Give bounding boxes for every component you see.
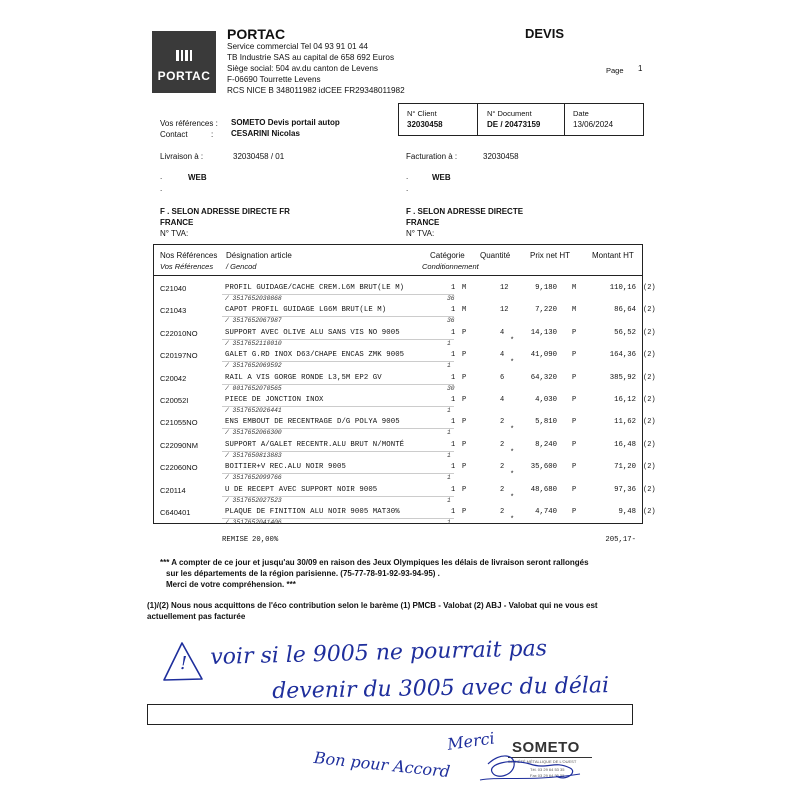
item-description: U DE RECEPT AVEC SUPPORT NOIR 9005 bbox=[225, 485, 378, 494]
handwritten-bon-pour-accord: Bon pour Accord bbox=[313, 748, 451, 782]
remise-value: 20,00% bbox=[252, 536, 279, 544]
item-gencod: / 3517652099766 bbox=[225, 474, 282, 482]
item-eco-flag: (2) bbox=[643, 373, 656, 382]
warning-mark: ! bbox=[180, 653, 188, 674]
header-desc-sub: / Gencod bbox=[226, 262, 257, 271]
item-star-mark: * bbox=[510, 359, 515, 368]
left-tva: N° TVA: bbox=[160, 229, 189, 238]
item-conditionnement: 1 bbox=[447, 407, 451, 414]
item-conditionnement: 1 bbox=[447, 362, 451, 370]
item-eco-flag: (2) bbox=[643, 485, 656, 494]
item-eco-flag: (2) bbox=[643, 463, 656, 472]
item-unit-price: 8,240 bbox=[535, 440, 557, 449]
item-quantity: 4 bbox=[500, 351, 505, 360]
item-code: C20197NO bbox=[160, 351, 198, 361]
item-category-unit: P bbox=[462, 485, 467, 494]
item-star-mark: * bbox=[510, 493, 515, 502]
item-quantity: 4 bbox=[500, 328, 505, 337]
item-amount: 11,62 bbox=[614, 418, 636, 427]
document-number-value: DE / 20473159 bbox=[487, 120, 541, 129]
item-gencod: / 3517652026441 bbox=[225, 407, 282, 414]
item-gencod: / 0017652070565 bbox=[225, 384, 282, 392]
item-eco-flag: (2) bbox=[643, 440, 656, 449]
item-conditionnement: 1 bbox=[447, 496, 451, 504]
item-gencod: / 3517652041406 bbox=[225, 519, 282, 526]
jo-note-line3: Merci de votre compréhension. *** bbox=[166, 580, 296, 589]
header-amount: Montant HT bbox=[592, 251, 634, 260]
item-price-unit: P bbox=[572, 508, 577, 516]
item-gencod: / 3517652066300 bbox=[225, 429, 282, 437]
row-separator bbox=[222, 428, 454, 429]
item-quantity: 2 bbox=[500, 418, 505, 427]
item-unit-price: 4,740 bbox=[535, 508, 557, 516]
right-address-web: WEB bbox=[432, 173, 451, 182]
item-quantity: 4 bbox=[500, 396, 505, 404]
item-code: C20052I bbox=[160, 396, 189, 405]
item-quantity: 2 bbox=[500, 485, 505, 494]
item-price-unit: P bbox=[572, 351, 577, 360]
item-amount: 110,16 bbox=[609, 284, 636, 292]
item-code: C640401 bbox=[160, 508, 191, 517]
item-quantity: 2 bbox=[500, 508, 505, 516]
row-separator bbox=[222, 496, 454, 497]
left-address-dot: . bbox=[160, 172, 163, 181]
item-description: GALET G.RD INOX D63/CHAPE ENCAS ZMK 9005 bbox=[225, 351, 405, 360]
item-price-unit: P bbox=[572, 485, 577, 494]
header-qty: Quantité bbox=[480, 251, 511, 260]
item-gencod: / 3517652067987 bbox=[225, 317, 282, 325]
item-quantity: 2 bbox=[500, 463, 505, 472]
item-gencod: / 3517652030868 bbox=[225, 295, 282, 302]
item-star-mark: * bbox=[510, 336, 515, 345]
item-unit-price: 4,030 bbox=[535, 396, 557, 404]
company-line: TB Industrie SAS au capital de 658 692 Euros bbox=[227, 53, 395, 62]
table-header-divider bbox=[153, 275, 643, 276]
item-description: SUPPORT A/GALET RECENTR.ALU BRUT N/MONTÉ bbox=[225, 440, 405, 449]
left-address-line: F . SELON ADRESSE DIRECTE FR bbox=[160, 207, 290, 216]
item-price-unit: P bbox=[572, 418, 577, 427]
vos-references-label: Vos références : bbox=[160, 119, 218, 128]
item-category-count: 1 bbox=[451, 440, 456, 449]
company-line: Service commercial Tel 04 93 91 01 44 bbox=[227, 42, 368, 51]
item-unit-price: 5,810 bbox=[535, 418, 557, 427]
remise-total: 205,17- bbox=[605, 536, 636, 544]
item-category-count: 1 bbox=[451, 373, 456, 382]
row-separator bbox=[222, 384, 454, 385]
header-cat: Catégorie bbox=[430, 251, 465, 260]
row-separator bbox=[222, 294, 454, 295]
item-category-count: 1 bbox=[451, 306, 456, 315]
item-unit-price: 48,680 bbox=[530, 485, 557, 494]
item-price-unit: P bbox=[572, 463, 577, 472]
item-conditionnement: 1 bbox=[447, 519, 451, 526]
header-cat-sub: Conditionnement bbox=[422, 262, 479, 271]
left-address-web: WEB bbox=[188, 173, 207, 182]
item-conditionnement: 1 bbox=[447, 451, 451, 459]
item-eco-flag: (2) bbox=[643, 418, 656, 427]
item-code: C20042 bbox=[160, 373, 187, 383]
vos-references-value: SOMETO Devis portail autop bbox=[231, 118, 340, 127]
item-description: BOITIER+V REC.ALU NOIR 9005 bbox=[225, 463, 346, 472]
eco-note-line1: (1)/(2) Nous nous acquittons de l'éco contribution selon le barème (1) PMCB - Valobat (2) ABJ - Valobat qui ne vous est bbox=[147, 601, 598, 610]
item-category-count: 1 bbox=[451, 463, 456, 472]
item-code: C20114 bbox=[160, 485, 186, 495]
brand-name: PORTAC bbox=[227, 26, 286, 42]
handwritten-merci: Merci bbox=[446, 728, 496, 754]
item-conditionnement: 36 bbox=[447, 295, 455, 302]
contact-value: CESARINI Nicolas bbox=[231, 129, 300, 138]
jo-note-line2: sur les départements de la région parisienne. (75-77-78-91-92-93-94-95) . bbox=[166, 569, 440, 578]
item-gencod: / 3517652110010 bbox=[225, 339, 282, 347]
item-description: RAIL A VIS GORGE RONDE L3,5M EP2 GV bbox=[225, 373, 382, 382]
right-address-line: F . SELON ADRESSE DIRECTE bbox=[406, 207, 524, 216]
item-category-unit: P bbox=[462, 463, 467, 472]
item-star-mark: * bbox=[510, 448, 515, 457]
item-code: C22010NO bbox=[160, 328, 198, 338]
item-amount: 97,36 bbox=[614, 485, 636, 494]
item-amount: 9,48 bbox=[618, 508, 636, 516]
jo-note-line1: *** A compter de ce jour et jusqu'au 30/09 en raison des Jeux Olympiques les délais de livraison seront rallongés bbox=[160, 558, 589, 567]
item-category-unit: P bbox=[462, 418, 467, 427]
item-gencod: / 3517652069592 bbox=[225, 362, 282, 370]
handwritten-line2: devenir du 3005 avec du délai bbox=[272, 673, 610, 704]
item-category-count: 1 bbox=[451, 328, 456, 337]
left-address-country: FRANCE bbox=[160, 218, 194, 227]
right-address-country: FRANCE bbox=[406, 218, 440, 227]
stamp-subtitle: SOCIÉTÉ MÉTALLIQUE DE L'OUEST bbox=[508, 759, 577, 764]
remise-label: REMISE bbox=[222, 536, 249, 544]
item-unit-price: 35,600 bbox=[530, 463, 557, 472]
item-amount: 385,92 bbox=[609, 373, 636, 382]
item-description: PROFIL GUIDAGE/CACHE CREM.L6M BRUT(LE M) bbox=[225, 284, 405, 292]
item-quantity: 6 bbox=[500, 373, 505, 382]
item-gencod: / 3517650813883 bbox=[225, 451, 282, 459]
header-price: Prix net HT bbox=[530, 251, 571, 260]
row-separator bbox=[222, 473, 454, 474]
document-type: DEVIS bbox=[525, 26, 565, 41]
item-code: C22090NM bbox=[160, 440, 198, 450]
stamp-fax: Fax 03 29 64 55 55 bbox=[530, 773, 565, 778]
item-eco-flag: (2) bbox=[643, 396, 656, 404]
item-unit-price: 14,130 bbox=[530, 328, 557, 337]
item-eco-flag: (2) bbox=[643, 351, 656, 360]
row-separator bbox=[222, 361, 454, 362]
date-value: 13/06/2024 bbox=[573, 120, 614, 129]
item-description: ENS EMBOUT DE RECENTRAGE D/G POLYA 9005 bbox=[225, 418, 400, 427]
item-category-count: 1 bbox=[451, 396, 456, 404]
contact-separator: : bbox=[211, 130, 214, 139]
contact-label: Contact bbox=[160, 130, 188, 139]
logo-bars-icon bbox=[176, 50, 192, 61]
facturation-label: Facturation à : bbox=[406, 152, 458, 161]
item-code: C22060NO bbox=[160, 463, 198, 473]
item-category-count: 1 bbox=[451, 351, 456, 360]
item-category-unit: P bbox=[462, 508, 467, 516]
document-number-label: N° Document bbox=[487, 109, 532, 118]
item-category-unit: P bbox=[462, 328, 467, 337]
portac-logo bbox=[152, 31, 216, 93]
row-separator bbox=[222, 451, 454, 452]
item-unit-price: 41,090 bbox=[530, 351, 557, 360]
item-quantity: 12 bbox=[500, 284, 509, 292]
row-separator bbox=[222, 339, 454, 340]
company-line: RCS NICE B 348011982 idCEE FR29348011982 bbox=[227, 86, 405, 95]
item-gencod: / 3517652027523 bbox=[225, 496, 282, 504]
item-category-unit: P bbox=[462, 396, 467, 404]
empty-comment-box bbox=[147, 704, 633, 725]
stamp-tel: Tél. 03 29 64 53 35 bbox=[530, 767, 565, 772]
item-amount: 56,52 bbox=[614, 328, 636, 337]
item-conditionnement: 30 bbox=[447, 384, 455, 392]
item-code: C21055NO bbox=[160, 418, 198, 428]
row-separator bbox=[222, 406, 454, 407]
item-price-unit: P bbox=[572, 328, 577, 337]
item-amount: 71,20 bbox=[614, 463, 636, 472]
item-price-unit: M bbox=[572, 284, 577, 292]
eco-note-line2: actuellement pas facturée bbox=[147, 612, 246, 621]
item-unit-price: 9,180 bbox=[535, 284, 557, 292]
client-number-value: 32030458 bbox=[407, 120, 443, 129]
header-desc: Désignation article bbox=[226, 251, 292, 260]
item-price-unit: P bbox=[572, 440, 577, 449]
item-category-unit: P bbox=[462, 440, 467, 449]
item-category-unit: M bbox=[462, 284, 467, 292]
item-description: SUPPORT AVEC OLIVE ALU SANS VIS NO 9005 bbox=[225, 328, 400, 337]
item-price-unit: M bbox=[572, 306, 577, 315]
item-price-unit: P bbox=[572, 373, 577, 382]
client-info-box bbox=[398, 103, 644, 136]
item-star-mark: * bbox=[510, 516, 515, 524]
livraison-value: 32030458 / 01 bbox=[233, 152, 285, 161]
item-star-mark: * bbox=[510, 471, 515, 480]
item-conditionnement: 1 bbox=[447, 339, 451, 347]
item-eco-flag: (2) bbox=[643, 508, 656, 516]
item-description: PIECE DE JONCTION INOX bbox=[225, 396, 324, 404]
item-price-unit: P bbox=[572, 396, 577, 404]
row-separator bbox=[222, 316, 454, 317]
right-address-dot2: . bbox=[406, 184, 409, 193]
livraison-label: Livraison à : bbox=[160, 152, 204, 161]
item-category-unit: P bbox=[462, 373, 467, 382]
item-category-count: 1 bbox=[451, 418, 456, 427]
right-address-dot: . bbox=[406, 172, 409, 181]
item-amount: 16,12 bbox=[614, 396, 636, 404]
handwritten-line1: voir si le 9005 ne pourrait pas bbox=[210, 636, 548, 670]
item-description: PLAQUE DE FINITION ALU NOIR 9005 MAT30% bbox=[225, 508, 400, 516]
page-label: Page bbox=[606, 66, 624, 75]
left-address-dot2: . bbox=[160, 184, 163, 193]
item-amount: 16,48 bbox=[614, 440, 636, 449]
signature-scribble-icon bbox=[470, 742, 600, 792]
item-eco-flag: (2) bbox=[643, 328, 656, 337]
item-amount: 86,64 bbox=[614, 306, 636, 315]
client-number-label: N° Client bbox=[407, 109, 437, 118]
company-line: Siège social: 504 av.du canton de Levens bbox=[227, 64, 378, 73]
item-category-count: 1 bbox=[451, 485, 456, 494]
item-star-mark: * bbox=[510, 426, 515, 435]
item-conditionnement: 1 bbox=[447, 474, 451, 482]
item-category-unit: M bbox=[462, 306, 467, 315]
stamp-name: SOMETO bbox=[512, 739, 580, 756]
item-eco-flag: (2) bbox=[643, 306, 656, 315]
right-tva: N° TVA: bbox=[406, 229, 435, 238]
page-number: 1 bbox=[638, 64, 643, 73]
item-conditionnement: 36 bbox=[447, 317, 455, 325]
item-conditionnement: 1 bbox=[447, 429, 451, 437]
item-eco-flag: (2) bbox=[643, 284, 656, 292]
item-quantity: 12 bbox=[500, 306, 509, 315]
item-category-unit: P bbox=[462, 351, 467, 360]
company-line: F-06690 Tourrette Levens bbox=[227, 75, 321, 84]
item-category-count: 1 bbox=[451, 284, 456, 292]
item-code: C21040 bbox=[160, 284, 187, 293]
item-unit-price: 64,320 bbox=[530, 373, 557, 382]
header-ref: Nos Références bbox=[160, 251, 218, 260]
facturation-value: 32030458 bbox=[483, 152, 519, 161]
date-label: Date bbox=[573, 109, 589, 118]
row-separator bbox=[222, 518, 454, 519]
item-code: C21043 bbox=[160, 306, 187, 316]
item-amount: 164,36 bbox=[609, 351, 636, 360]
item-category-count: 1 bbox=[451, 508, 456, 516]
logo-word: PORTAC bbox=[157, 69, 211, 83]
header-ref-sub: Vos Références bbox=[160, 262, 214, 271]
item-unit-price: 7,220 bbox=[535, 306, 557, 315]
item-description: CAPOT PROFIL GUIDAGE LG6M BRUT(LE M) bbox=[225, 306, 387, 315]
item-quantity: 2 bbox=[500, 440, 505, 449]
